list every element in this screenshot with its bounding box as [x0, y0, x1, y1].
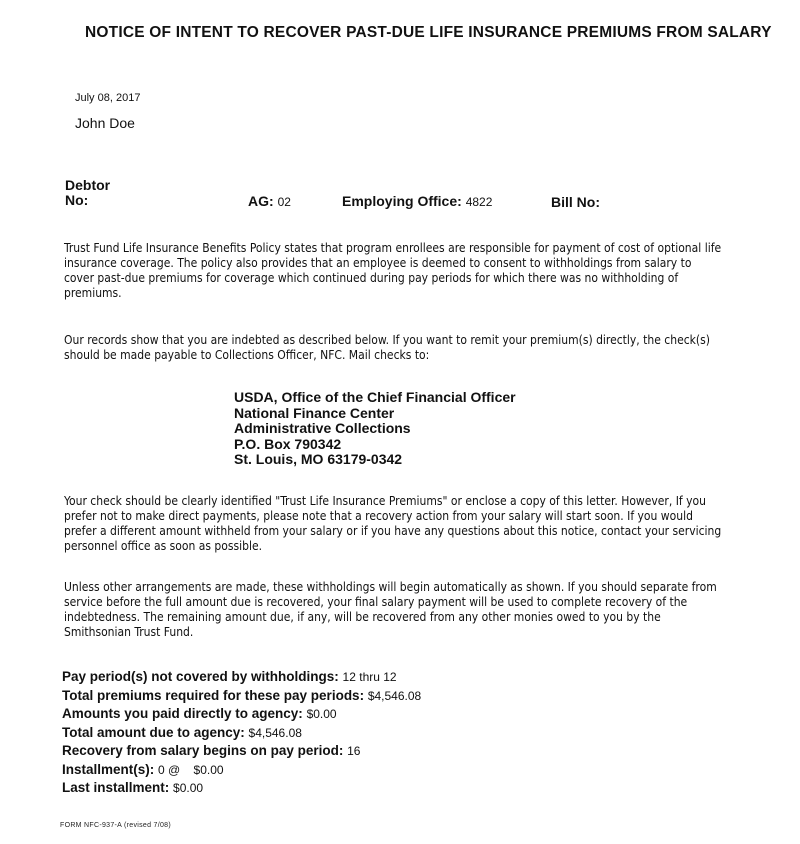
check-instructions-paragraph: Your check should be clearly identified "Trust Life Insurance Premiums" or enclose a copy of this letter. However, If you prefer not to make direct payments, please note that a recovery action from your salary will start soon. If you would prefer a different amount withheld from your salary or if you have any questions about this notice, contact your servicing personnel office as soon as possible.	[64, 494, 722, 553]
notice-title: NOTICE OF INTENT TO RECOVER PAST-DUE LIFE INSURANCE PREMIUMS FROM SALARY	[85, 24, 772, 41]
debtor-label-line2: No:	[65, 192, 89, 208]
address-line-4: P.O. Box 790342	[234, 435, 342, 452]
bill-number-label: Bill No:	[551, 194, 600, 210]
mailing-address	[234, 390, 516, 468]
ag-label: AG:	[248, 193, 274, 209]
summary-row-total-premiums	[62, 687, 421, 706]
summary-row-recovery	[62, 742, 421, 761]
summary-row-pay-periods	[62, 668, 421, 687]
summary-row-installments	[62, 761, 421, 780]
debtor-label-line1: Debtor	[65, 177, 111, 193]
recipient-name: John Doe	[75, 115, 135, 131]
summary-row-total-due	[62, 724, 421, 743]
bill-number-field	[551, 194, 600, 210]
employing-office-value: 4822	[465, 195, 493, 209]
withholding-paragraph: Unless other arrangements are made, these withholdings will begin automatically as shown. If you should separate from service before the full amount due is recovered, your final salary payment will be used to complete recovery of the indebtedness. The remaining amount due, if any, will be recovered from any other monies owed to you by the Smithsonian Trust Fund.	[64, 580, 717, 639]
total-due-value: $4,546.08	[248, 725, 302, 740]
installments-label: Installment(s):	[62, 761, 155, 777]
pay-periods-label: Pay period(s) not covered by withholdings:	[62, 669, 339, 684]
total-premiums-label: Total premiums required for these pay periods:	[62, 687, 365, 703]
address-line-5: St. Louis, MO 63179-0342	[234, 451, 403, 467]
pay-periods-value: 12 thru 12	[342, 670, 397, 684]
records-paragraph: Our records show that you are indebted as described below. If you want to remit your premium(s) directly, the check(s) should be made payable to Collections Officer, NFC. Mail checks to:	[64, 333, 710, 362]
recovery-value: 16	[347, 744, 361, 758]
form-identifier: FORM NFC-937-A (revised 7/08)	[60, 822, 172, 829]
address-line-1: USDA, Office of the Chief Financial Officer	[234, 389, 516, 405]
paid-directly-value: $0.00	[306, 707, 337, 721]
address-line-2: National Finance Center	[234, 404, 395, 421]
summary-row-last-installment	[62, 779, 421, 798]
total-premiums-value: $4,546.08	[367, 688, 422, 703]
last-installment-label: Last installment:	[62, 780, 170, 795]
employing-office-label: Employing Office:	[342, 193, 462, 209]
letter-date: July 08, 2017	[75, 92, 141, 104]
ag-field	[248, 193, 291, 209]
debtor-label	[65, 178, 110, 208]
paid-directly-label: Amounts you paid directly to agency:	[62, 706, 303, 721]
installments-value: 0 @ $0.00	[158, 762, 224, 777]
last-installment-value: $0.00	[173, 781, 204, 795]
debt-summary	[62, 668, 421, 798]
summary-row-paid-directly	[62, 705, 421, 724]
address-line-3: Administrative Collections	[234, 420, 411, 436]
total-due-label: Total amount due to agency:	[62, 724, 245, 740]
policy-paragraph: Trust Fund Life Insurance Benefits Policy states that program enrollees are responsible for payment of cost of optional life insurance coverage. The policy also provides that an employee is deemed to consent to withholdings from salary to cover past-due premiums for coverage which continued during pay periods for which there was no withholding of premiums.	[64, 241, 722, 300]
employing-office-field	[342, 193, 492, 209]
recovery-label: Recovery from salary begins on pay period:	[62, 743, 344, 758]
ag-value: 02	[277, 195, 291, 209]
